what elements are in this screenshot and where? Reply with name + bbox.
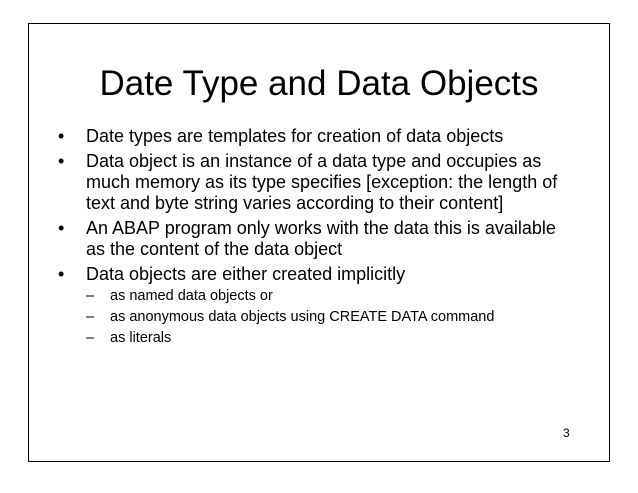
bullet-text: Data objects are either created implicitly bbox=[86, 264, 406, 284]
bullet-icon: • bbox=[58, 218, 65, 238]
sub-bullet-item bbox=[86, 330, 576, 347]
bullet-item bbox=[56, 218, 576, 260]
sub-bullet-text: as literals bbox=[110, 330, 172, 346]
bullet-text: An ABAP program only works with the data this is available as the content of the data object bbox=[86, 218, 556, 259]
bullet-icon: • bbox=[58, 151, 65, 171]
page-number: 3 bbox=[563, 426, 570, 440]
slide-title: Date Type and Data Objects bbox=[99, 64, 539, 103]
bullet-item bbox=[56, 126, 576, 147]
sub-bullet-text: as named data objects or bbox=[110, 288, 273, 304]
sub-bullet-item bbox=[86, 288, 576, 305]
sub-bullet-text: as anonymous data objects using CREATE DATA command bbox=[110, 309, 495, 325]
sub-bullet-list bbox=[86, 288, 576, 347]
dash-icon: – bbox=[86, 309, 95, 325]
bullet-icon: • bbox=[58, 126, 65, 146]
dash-icon: – bbox=[86, 330, 95, 346]
bullet-text: Date types are templates for creation of data objects bbox=[86, 126, 504, 146]
bullet-list bbox=[56, 126, 576, 351]
bullet-item bbox=[56, 264, 576, 347]
bullet-text: Data object is an instance of a data type and occupies as much memory as its type specifies [exception: the length of text and byte string varies according to their content] bbox=[86, 151, 558, 213]
bullet-icon: • bbox=[58, 264, 65, 284]
dash-icon: – bbox=[86, 288, 95, 304]
sub-bullet-item bbox=[86, 309, 576, 326]
bullet-item bbox=[56, 151, 576, 214]
